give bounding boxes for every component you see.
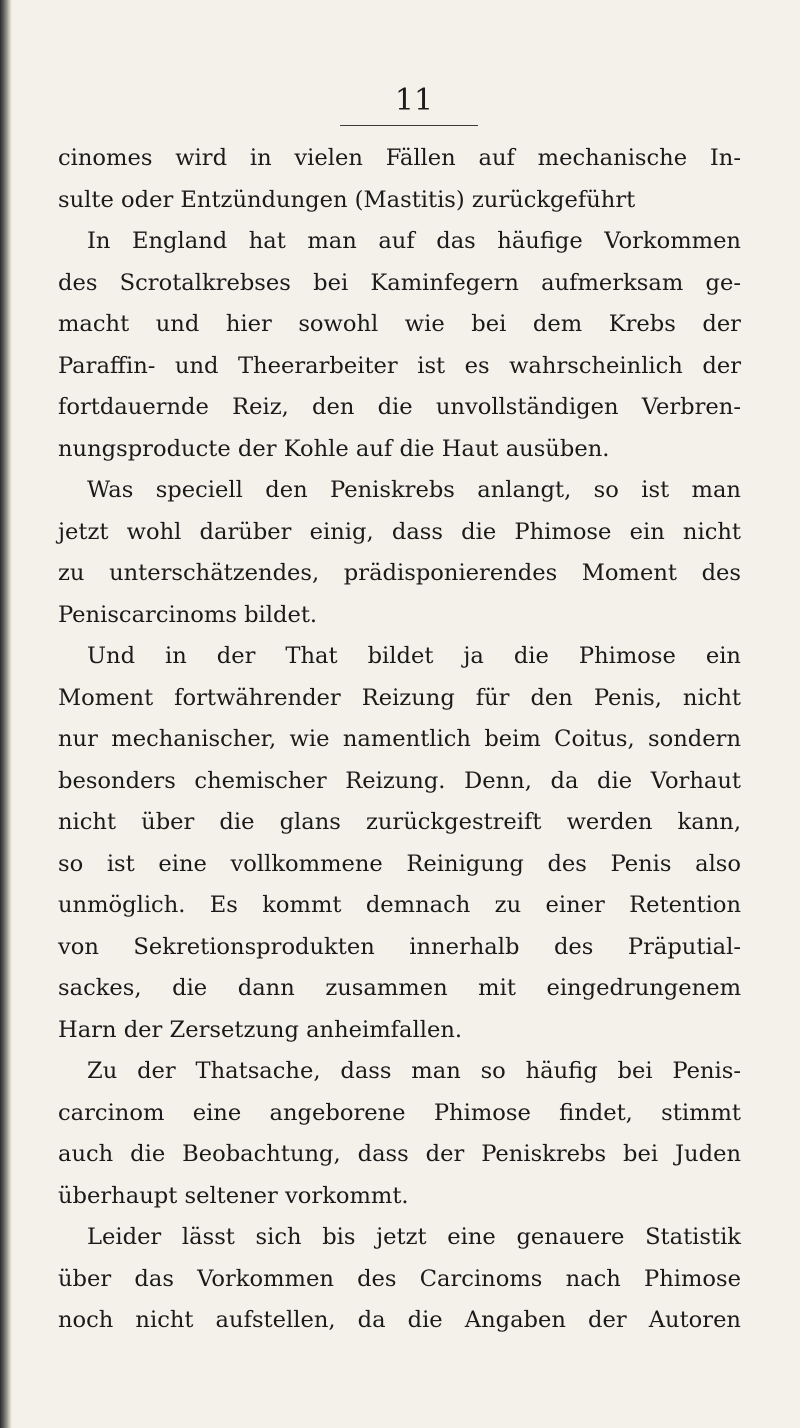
- text-line: carcinom eine angeborene Phimose findet, stimmt: [58, 1099, 741, 1126]
- text-line: des Scrotalkrebses bei Kaminfegern aufmerksam ge-: [58, 269, 741, 296]
- text-line: Paraffin- und Theerarbeiter ist es wahrscheinlich der: [58, 352, 741, 379]
- text-line: nungsproducte der Kohle auf die Haut ausüben.: [58, 435, 610, 462]
- text-line: so ist eine vollkommene Reinigung des Penis also: [58, 850, 741, 877]
- text-line: nur mechanischer, wie namentlich beim Coitus, sondern: [58, 726, 741, 752]
- text-line: Was speciell den Peniskrebs anlangt, so ist man: [87, 477, 741, 503]
- text-line: Zu der Thatsache, dass man so häufig bei Penis-: [87, 1058, 741, 1084]
- body-text: [58, 138, 741, 1342]
- text-line: sulte oder Entzündungen (Mastitis) zurückgeführt: [58, 186, 636, 213]
- text-line: von Sekretionsprodukten innerhalb des Präputial-: [58, 933, 741, 960]
- text-line: überhaupt seltener vorkommt.: [58, 1182, 409, 1209]
- text-line: jetzt wohl darüber einig, dass die Phimose ein nicht: [58, 518, 741, 545]
- text-line: Und in der That bildet ja die Phimose ein: [87, 643, 741, 669]
- page-binding-edge: [0, 0, 12, 1428]
- page-number: 11: [394, 83, 434, 118]
- text-line: auch die Beobachtung, dass der Peniskrebs bei Juden: [58, 1141, 741, 1167]
- text-line: nicht über die glans zurückgestreift werden kann,: [58, 809, 741, 835]
- text-line: macht und hier sowohl wie bei dem Krebs der: [58, 311, 741, 337]
- text-line: besonders chemischer Reizung. Denn, da die Vorhaut: [58, 767, 741, 794]
- text-line: Harn der Zersetzung anheimfallen.: [58, 1016, 463, 1043]
- text-line: sackes, die dann zusammen mit eingedrungenem: [58, 975, 741, 1001]
- text-line: cinomes wird in vielen Fällen auf mechanische In-: [58, 145, 741, 171]
- text-line: unmöglich. Es kommt demnach zu einer Retention: [58, 892, 741, 918]
- text-line: noch nicht aufstellen, da die Angaben der Autoren: [58, 1307, 741, 1333]
- text-line: zu unterschätzendes, prädisponierendes Moment des: [58, 560, 741, 586]
- text-line: Peniscarcinoms bildet.: [58, 601, 318, 628]
- text-line: Leider lässt sich bis jetzt eine genauere Statistik: [87, 1224, 741, 1250]
- header-rule: [340, 125, 478, 126]
- text-line: über das Vorkommen des Carcinoms nach Phimose: [58, 1265, 741, 1292]
- text-line: Moment fortwährender Reizung für den Penis, nicht: [58, 684, 741, 711]
- text-line: fortdauernde Reiz, den die unvollständigen Verbren-: [58, 394, 741, 420]
- text-line: In England hat man auf das häufige Vorkommen: [87, 228, 741, 254]
